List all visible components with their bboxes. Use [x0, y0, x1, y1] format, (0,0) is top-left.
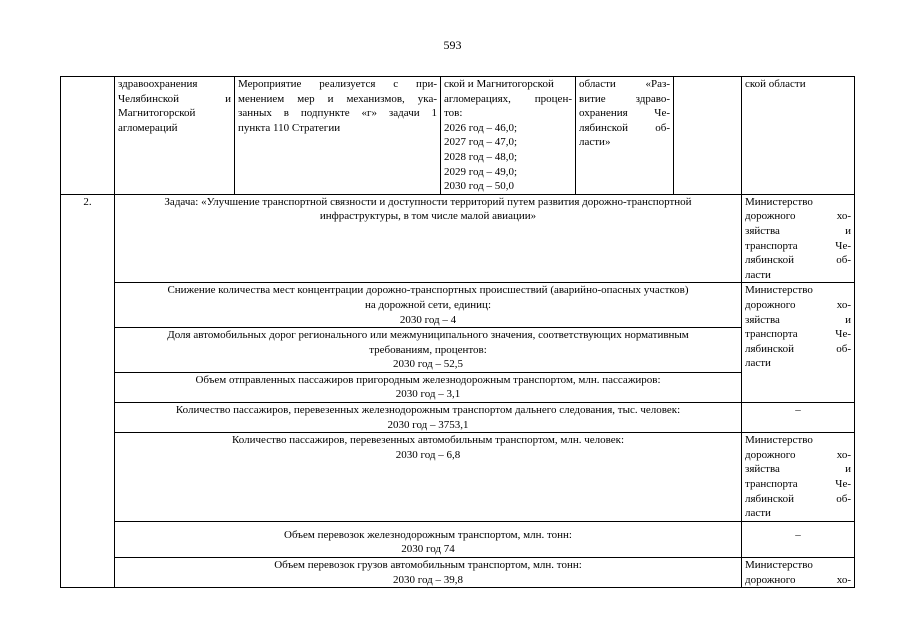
indicator-responsible: Министерство дорожного хо- зяйства и транспорта Че- лябинской об- ласти — [742, 283, 855, 403]
indicator-responsible-dash: – — [742, 403, 855, 433]
cell-empty — [674, 77, 742, 195]
indicator-row — [61, 433, 855, 522]
indicator-cell: Снижение количества мест концентрации дорожно-транспортных происшествий (аварийно-опасных участков) на дорожной сети, единиц: 2030 год – 4 — [115, 283, 742, 328]
indicator-cell: Объем перевозок грузов автомобильным транспортом, млн. тонн: 2030 год – 39,8 — [115, 558, 742, 588]
cell-responsible: ской области — [742, 77, 855, 195]
indicator-cell: Доля автомобильных дорог регионального или межмуниципального значения, соответствующих нормативным требованиям, процентов: 2030 год – 52,5 — [115, 328, 742, 373]
cell-event-name: здравоохранения Челябинской и Магнитогорской агломераций — [115, 77, 235, 195]
task-title: Задача: «Улучшение транспортной связности и доступности территорий путем развития дорожно-транспортной инфраструктуры, в том числе малой авиации» — [115, 194, 742, 283]
indicator-responsible: Министерство дорожного хо- зяйства и транспорта Че- лябинской об- ласти — [742, 433, 855, 522]
indicator-cell: Количество пассажиров, перевезенных автомобильным транспортом, млн. человек: 2030 год – 6,8 — [115, 433, 742, 522]
indicator-row — [61, 283, 855, 328]
page-number: 593 — [443, 38, 462, 52]
indicator-row — [61, 372, 855, 402]
task-responsible: Министерство дорожного хо- зяйства и транспорта Че- лябинской об- ласти — [742, 194, 855, 283]
cell-indicator-values: ской и Магнитогорской агломерациях, процен- тов: 2026 год – 46,0; 2027 год – 47,0; 2028 год – 48,0; 2029 год – 49,0; 2030 год – 50,0 — [441, 77, 576, 195]
indicator-row — [61, 558, 855, 588]
indicator-cell: Объем отправленных пассажиров пригородным железнодорожным транспортом, млн. пассажиров: 2030 год – 3,1 — [115, 372, 742, 402]
indicator-row — [61, 403, 855, 433]
cell-program: области «Раз- витие здраво- охранения Че- лябинской об- ласти» — [576, 77, 674, 195]
task-number: 2. — [61, 194, 115, 587]
indicator-row — [61, 521, 855, 557]
indicator-responsible-dash: – — [742, 521, 855, 557]
indicator-cell: Количество пассажиров, перевезенных железнодорожным транспортом дальнего следования, тыс. человек: 2030 год – 3753,1 — [115, 403, 742, 433]
indicator-row — [61, 328, 855, 373]
measures-table — [60, 76, 855, 588]
table-row-continued — [61, 77, 855, 195]
task-row — [61, 194, 855, 283]
cell-mechanism: Мероприятие реализуется с при- менением мер и механизмов, ука- занных в подпункте «г» задачи 1 пункта 110 Стратегии — [235, 77, 441, 195]
indicator-cell: Объем перевозок железнодорожным транспортом, млн. тонн: 2030 год 74 — [115, 521, 742, 557]
cell-number-empty — [61, 77, 115, 195]
indicator-responsible: Министерство дорожного хо- — [742, 558, 855, 588]
